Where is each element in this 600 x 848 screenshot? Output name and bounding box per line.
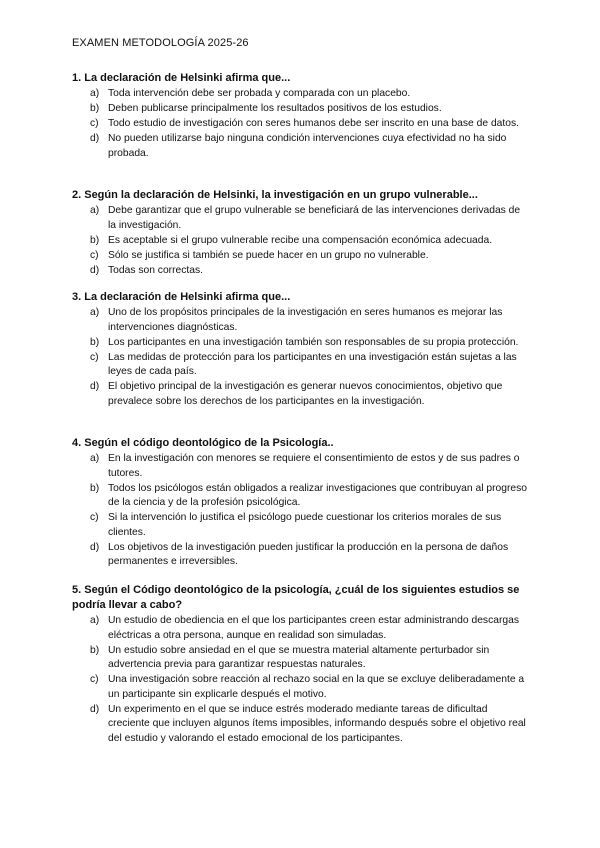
option-text: Si la intervención lo justifica el psicólogo puede cuestionar los criterios morales de sus clientes. (108, 512, 502, 538)
document-header: EXAMEN METODOLOGÍA 2025-26 (72, 37, 249, 49)
option-b (72, 102, 528, 117)
option-c (72, 673, 528, 702)
option-text: En la investigación con menores se requiere el consentimiento de estos y de sus padres o tutores. (108, 453, 520, 479)
option-text: Los objetivos de la investigación pueden justificar la producción en la persona de daños permanentes e irreversibles. (108, 541, 509, 568)
option-letter: c) (90, 351, 99, 363)
option-a (72, 306, 528, 335)
option-letter: a) (90, 205, 100, 216)
option-d (72, 380, 528, 409)
option-text: Sólo se justifica si también se puede hacer en un grupo no vulnerable. (108, 249, 429, 261)
options-list (72, 306, 528, 409)
option-letter: c) (90, 118, 99, 130)
option-letter: c) (90, 674, 99, 686)
question-title: 4. Según el código deontológico de la Psicología.. (72, 437, 334, 449)
option-text: El objetivo principal de la investigación es generar nuevos conocimientos, objetivo que prevalece sobre los derechos de los participantes en la investigación. (108, 381, 503, 407)
option-d (72, 541, 528, 570)
option-letter: d) (90, 541, 100, 553)
option-b (72, 644, 528, 673)
question-title: 1. La declaración de Helsinki afirma que... (72, 72, 291, 84)
question-title: 3. La declaración de Helsinki afirma que... (72, 291, 291, 303)
option-d (72, 264, 528, 279)
option-text: Deben publicarse principalmente los resultados positivos de los estudios. (108, 103, 442, 115)
option-letter: d) (90, 133, 100, 145)
option-c (72, 249, 528, 264)
option-letter: b) (90, 644, 100, 656)
option-letter: b) (90, 103, 100, 115)
options-list (72, 614, 528, 746)
option-a (72, 452, 528, 481)
option-text: Es aceptable si el grupo vulnerable recibe una compensación económica adecuada. (108, 234, 493, 246)
option-letter: d) (90, 703, 100, 715)
question-title: 2. Según la declaración de Helsinki, la investigación en un grupo vulnerable... (72, 189, 478, 201)
option-letter: b) (90, 482, 100, 494)
option-a (72, 87, 528, 102)
option-letter: c) (90, 512, 99, 524)
option-letter: c) (90, 249, 99, 261)
option-letter: b) (90, 336, 100, 348)
option-b (72, 482, 528, 511)
option-text: Uno de los propósitos principales de la investigación en seres humanos es mejorar las intervenciones diagnósticas. (108, 307, 503, 333)
question-2 (72, 188, 528, 279)
option-b (72, 336, 528, 351)
option-letter: a) (90, 615, 100, 626)
option-text: Todas son correctas. (108, 264, 204, 276)
option-text: Debe garantizar que el grupo vulnerable se beneficiará de las intervenciones derivadas de la investigación. (108, 205, 521, 231)
option-b (72, 234, 528, 249)
option-text: Todo estudio de investigación con seres humanos debe ser inscrito en una base de datos. (108, 118, 519, 130)
option-a (72, 204, 528, 233)
option-letter: d) (90, 381, 100, 393)
question-title: 5. Según el Código deontológico de la psicología, ¿cuál de los siguientes estudios se podría llevar a cabo? (72, 584, 520, 611)
question-5 (72, 583, 528, 747)
option-a (72, 614, 528, 643)
question-4 (72, 436, 528, 570)
option-c (72, 511, 528, 540)
option-d (72, 703, 528, 747)
option-letter: a) (90, 88, 100, 99)
option-text: Un experimento en el que se induce estrés moderado mediante tareas de dificultad creciente que incluyen algunos ítems imposibles, informando después sobre el objetivo real del estudio y valorando el estado emocional de los participantes. (108, 703, 526, 744)
option-text: Un estudio sobre ansiedad en el que se muestra material altamente perturbador sin advertencia previa para garantizar respuestas naturales. (108, 644, 490, 671)
options-list (72, 87, 528, 161)
option-text: Toda intervención debe ser probada y comparada con un placebo. (108, 88, 411, 99)
option-letter: d) (90, 264, 100, 276)
option-text: No pueden utilizarse bajo ninguna condición intervenciones cuya efectividad no ha sido probada. (108, 133, 507, 159)
option-d (72, 132, 528, 161)
options-list (72, 204, 528, 278)
option-text: Un estudio de obediencia en el que los participantes creen estar administrando descargas eléctricas a otra persona, aunque en realidad son simuladas. (108, 615, 519, 641)
option-letter: a) (90, 453, 100, 464)
question-1 (72, 71, 528, 162)
option-c (72, 351, 528, 380)
option-text: Los participantes en una investigación también son responsables de su propia protección. (108, 336, 519, 348)
option-text: Las medidas de protección para los participantes en una investigación están sujetas a las leyes de cada país. (108, 351, 517, 378)
option-c (72, 117, 528, 132)
option-text: Todos los psicólogos están obligados a realizar investigaciones que contribuyan al progreso de la ciencia y de la profesión psicológica. (108, 482, 527, 509)
option-text: Una investigación sobre reacción al rechazo social en la que se excluye deliberadamente a un participante sin explicarle después el motivo. (108, 674, 525, 700)
option-letter: b) (90, 234, 100, 246)
option-letter: a) (90, 307, 100, 318)
question-3 (72, 290, 528, 410)
options-list (72, 452, 528, 570)
